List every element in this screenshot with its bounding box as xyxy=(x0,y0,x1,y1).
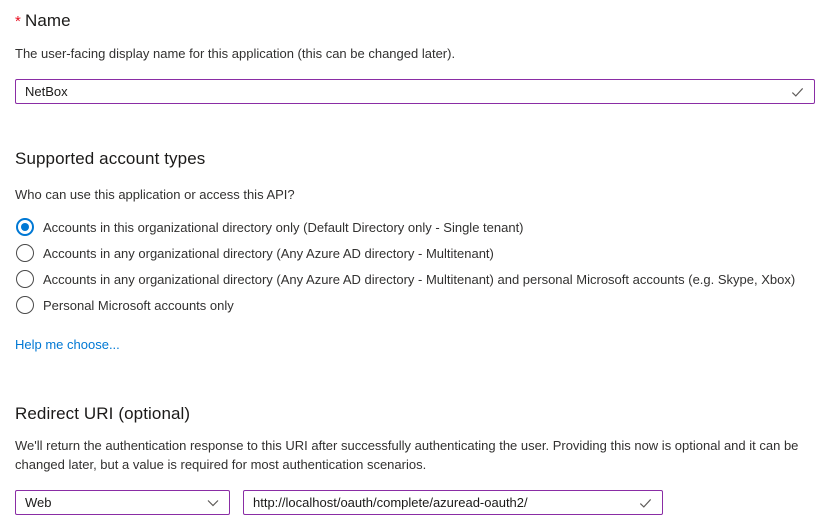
account-types-radio-group xyxy=(15,214,815,318)
name-input[interactable] xyxy=(15,79,815,104)
radio-button-icon xyxy=(16,244,34,262)
account-types-question: Who can use this application or access this API? xyxy=(15,187,295,202)
radio-button-icon xyxy=(16,218,34,236)
name-section-title xyxy=(15,10,815,32)
help-me-choose-link[interactable]: Help me choose... xyxy=(15,337,120,352)
radio-personal-only[interactable] xyxy=(15,292,815,318)
redirect-uri-input[interactable] xyxy=(243,490,663,515)
redirect-uri-description: We'll return the authentication response to this URI after successfully authenticating the user. Providing this now is optional and it can be changed later, but a value is required for most authentication scenarios. xyxy=(15,438,799,472)
radio-button-icon xyxy=(16,296,34,314)
required-asterisk: * xyxy=(15,13,21,30)
radio-multitenant-personal[interactable] xyxy=(15,266,815,292)
radio-label: Personal Microsoft accounts only xyxy=(43,297,234,313)
valid-check-icon xyxy=(638,495,653,510)
platform-select-dropdown[interactable] xyxy=(15,490,230,515)
name-input-value: NetBox xyxy=(25,84,68,99)
name-section-title-text: Name xyxy=(24,11,71,30)
account-types-title: Supported account types xyxy=(15,149,206,168)
radio-single-tenant[interactable] xyxy=(15,214,815,240)
valid-check-icon xyxy=(790,84,805,99)
radio-multitenant[interactable] xyxy=(15,240,815,266)
redirect-uri-value: http://localhost/oauth/complete/azuread-oauth2/ xyxy=(253,495,528,510)
radio-label: Accounts in any organizational directory (Any Azure AD directory - Multitenant) xyxy=(43,245,494,261)
platform-select-value: Web xyxy=(25,495,52,510)
chevron-down-icon xyxy=(206,496,220,510)
name-description: The user-facing display name for this application (this can be changed later). xyxy=(15,46,456,61)
redirect-uri-title: Redirect URI (optional) xyxy=(15,404,191,423)
radio-label: Accounts in this organizational directory only (Default Directory only - Single tenant) xyxy=(43,219,524,235)
radio-label: Accounts in any organizational directory (Any Azure AD directory - Multitenant) and personal Microsoft accounts (e.g. Skype, Xbox) xyxy=(43,271,796,287)
redirect-uri-controls xyxy=(15,490,815,515)
radio-button-icon xyxy=(16,270,34,288)
